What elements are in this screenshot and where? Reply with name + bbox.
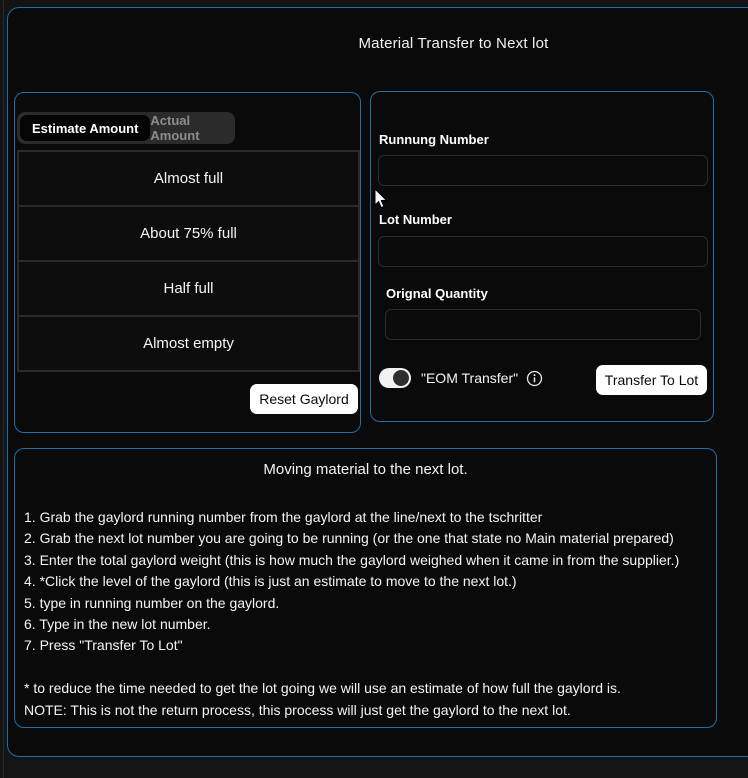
original-quantity-label: Orignal Quantity — [386, 286, 488, 301]
instructions-title: Moving material to the next lot. — [263, 461, 468, 478]
level-button-almost-empty[interactable]: Almost empty — [17, 315, 360, 372]
instruction-line: 1. Grab the gaylord running number from the gaylord at the line/next to the tschritter — [24, 509, 543, 525]
info-icon[interactable] — [526, 370, 543, 387]
tab-actual-amount[interactable]: Actual Amount — [150, 113, 200, 143]
transfer-to-lot-button[interactable]: Transfer To Lot — [596, 365, 707, 395]
instruction-line: NOTE: This is not the return process, this process will just get the gaylord to the next lot. — [24, 701, 571, 718]
instruction-line — [24, 657, 704, 678]
running-number-label: Runnung Number — [379, 132, 489, 147]
page-title: Material Transfer to Next lot — [358, 35, 549, 52]
instruction-line: 7. Press "Transfer To Lot" — [24, 637, 183, 654]
level-button-stack — [17, 150, 360, 372]
instructions-panel — [14, 448, 717, 728]
instruction-line: * to reduce the time needed to get the lot going we will use an estimate of how full the gaylord is. — [24, 680, 621, 697]
amount-tabbar — [17, 112, 235, 144]
tab-estimate-amount[interactable]: Estimate Amount — [20, 115, 150, 141]
estimate-panel — [14, 92, 361, 433]
reset-gaylord-button[interactable]: Reset Gaylord — [250, 384, 358, 414]
lot-number-input[interactable] — [378, 236, 708, 267]
level-button-almost-full[interactable]: Almost full — [17, 150, 360, 207]
level-button-half-full[interactable]: Half full — [17, 260, 360, 317]
instruction-line: 3. Enter the total gaylord weight (this is how much the gaylord weighed when it came in from the supplier.) — [24, 551, 680, 568]
instruction-line: 5. type in running number on the gaylord. — [24, 594, 280, 611]
eom-transfer-label: "EOM Transfer" — [421, 370, 519, 386]
running-number-input[interactable] — [378, 155, 708, 186]
mouse-cursor-icon — [374, 188, 390, 215]
level-button-75-full[interactable]: About 75% full — [17, 205, 360, 262]
lot-number-label: Lot Number — [379, 212, 452, 227]
eom-transfer-row — [379, 367, 543, 389]
instruction-line: 4. *Click the level of the gaylord (this is just an estimate to move to the next lot.) — [24, 573, 517, 590]
instruction-line: 6. Type in the new lot number. — [24, 616, 211, 633]
original-quantity-input[interactable] — [385, 309, 701, 340]
transfer-form-panel — [370, 91, 714, 422]
instruction-line: 2. Grab the next lot number you are going to be running (or the one that state no Main material prepared) — [24, 530, 674, 547]
instructions-body — [24, 507, 704, 721]
eom-transfer-toggle[interactable] — [379, 368, 411, 388]
toggle-thumb — [393, 370, 409, 386]
window-left-edge — [3, 0, 4, 778]
